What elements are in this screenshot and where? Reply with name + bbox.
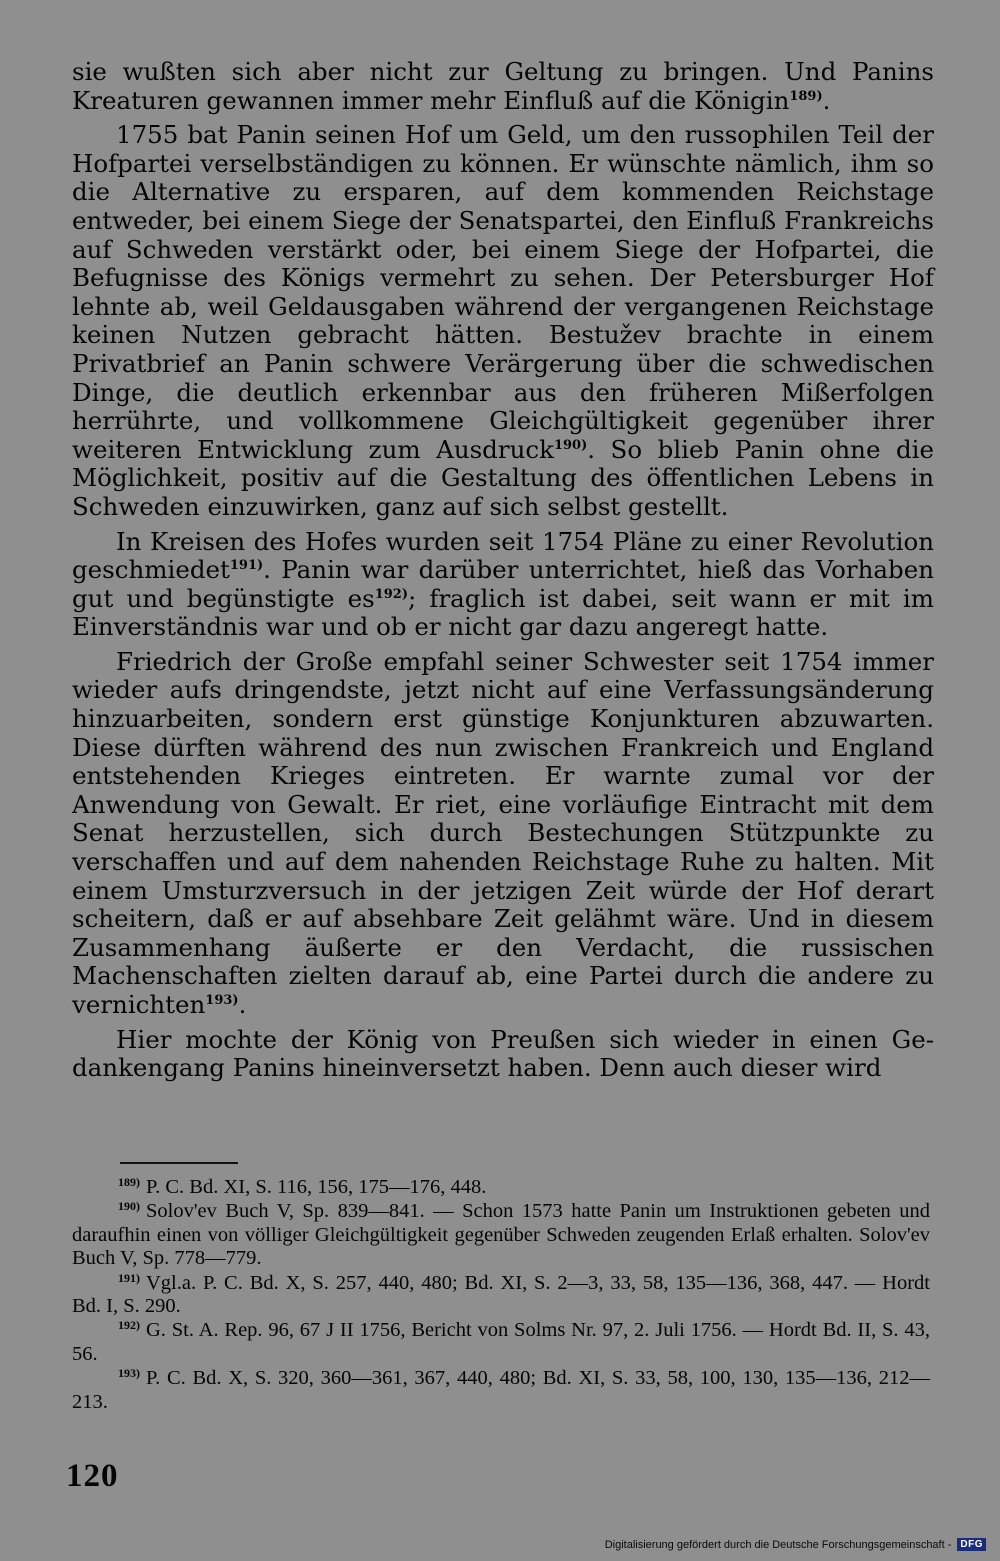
footnote-ref-191[interactable]: 191) [229,558,264,574]
footnote-ref-192[interactable]: 192) [374,586,409,602]
footnote-ref-193[interactable]: 193) [205,993,239,1008]
footnote-text: P. C. Bd. XI, S. 116, 156, 175—176, 448. [146,1176,487,1198]
paragraph-4 [72,648,934,1020]
footnote-number: 191) [118,1270,140,1285]
text-segment: . [238,990,247,1019]
footnote-ref-190[interactable]: 190) [553,437,588,453]
text-segment: sie wußten sich aber nicht zur Geltung zu bringen. Und Panins Kreaturen gewannen immer mehr Einfluß auf die Königin [72,57,934,115]
footnote-ref-189[interactable]: 189) [789,88,823,104]
footnote-190 [72,1200,930,1270]
footnote-189 [72,1176,930,1199]
text-segment: . Panin war darüber unterrichtet, hieß das Vorhaben gut und begünstigte es [72,555,934,613]
paragraph-1 [72,58,934,115]
paragraph-2 [72,121,934,521]
text-segment: . So blieb Panin ohne die Möglichkeit, positiv auf die Gestaltung des öffentlichen Lebens in Schweden einzuwirken, ganz auf sich selbst gestellt. [72,434,935,521]
digitization-credit [605,1538,986,1551]
text-segment: In Kreisen des Hofes wurden seit 1754 Pläne zu einer Revolution geschmiedet [72,526,934,585]
text-segment: 1755 bat Panin seinen Hof um Geld, um den russophilen Teil der Hofpartei verselbständigen zu können. Er wünschte nämlich, ihm so die Alternative zu ersparen, auf dem kommenden Reichstage entweder, bei einem Siege der Senatspartei, den Einfluß Frankreichs auf Schweden verstärkt oder, bei einem Siege der Hofpartei, die Befugnisse des Königs vermehrt zu sehen. Der Petersburger Hof lehnte ab, weil Geldausgaben während der vergangenen Reichstage keinen Nutzen gebracht hätten. Bestužev brachte in einem Privatbrief an Panin schwere Verärgerung über die schwedischen Dinge, die deutlich erkennbar aus den früheren Mißerfolgen herrührte, und vollkommene Gleichgültigkeit gegenüber ihrer weiteren Entwicklung zum Ausdruck [72,120,935,464]
footnote-number: 193) [118,1366,140,1381]
text-segment: Hier mochte der König von Preußen sich wieder in einen Gedankengang Panins hineinversetzt haben. Denn auch dieser wird [72,1024,934,1083]
dfg-logo-icon: DFG [957,1538,986,1551]
footnotes [72,1176,930,1415]
main-text [72,58,934,1083]
page-number: 120 [66,1458,119,1494]
footnote-text: Solov'ev Buch V, Sp. 839—841. — Schon 1573 hatte Panin um Instruktionen gebeten und daraufhin einen von völliger Gleichgültigkeit gegenüber Schweden zeugenden Erlaß erhalten. Solov'ev Buch V, Sp. 778—779. [72,1200,930,1270]
footnote-number: 190) [118,1199,140,1214]
footnote-divider [120,1162,238,1164]
footnote-number: 189) [118,1175,140,1189]
paragraph-5 [72,1026,934,1083]
text-segment: Friedrich der Große empfahl seiner Schwester seit 1754 immer wieder aufs dringendste, jetzt nicht auf eine Verfassungsänderung hinzuarbeiten, sondern erst günstige Konjunkturen abzuwarten. Diese dürften während des nun zwischen Frankreich und England entstehenden Krieges eintreten. Er warnte zumal vor der Anwendung von Gewalt. Er riet, eine vorläufige Eintracht mit dem Senat herzustellen, sich durch Bestechungen Stützpunkte zu verschaffen und auf dem nahenden Reichstage Ruhe zu halten. Mit einem Umsturzversuch in der jetzigen Zeit würde der Hof derart scheitern, daß er auf absehbare Zeit gelähmt wäre. Und in diesem Zusammenhang äußerte er den Verdacht, die russischen Machenschaften zielten darauf ab, eine Partei durch die andere zu vernichten [72,646,934,1019]
paragraph-3 [72,528,934,642]
footnote-191 [72,1272,930,1319]
footnote-number: 192) [118,1318,140,1333]
page-body [72,58,934,1089]
text-segment: ; fraglich ist dabei, seit wann er mit im Einverständnis war und ob er nicht gar dazu angeregt hatte. [72,583,934,642]
credit-text: Digitalisierung gefördert durch die Deutsche Forschungsgemeinschaft - [604,1538,952,1551]
footnote-192 [72,1319,930,1366]
footnote-193 [72,1367,930,1414]
footnote-text: Vgl.a. P. C. Bd. X, S. 257, 440, 480; Bd. XI, S. 2—3, 33, 58, 135—136, 368, 447. — Hordt Bd. I, S. 290. [72,1271,930,1318]
footnote-text: P. C. Bd. X, S. 320, 360—361, 367, 440, 480; Bd. XI, S. 33, 58, 100, 130, 135—136, 212—213. [72,1367,930,1413]
text-segment: . [822,85,831,115]
footnote-text: G. St. A. Rep. 96, 67 J II 1756, Bericht von Solms Nr. 97, 2. Juli 1756. — Hordt Bd. II, S. 43, 56. [72,1319,930,1365]
